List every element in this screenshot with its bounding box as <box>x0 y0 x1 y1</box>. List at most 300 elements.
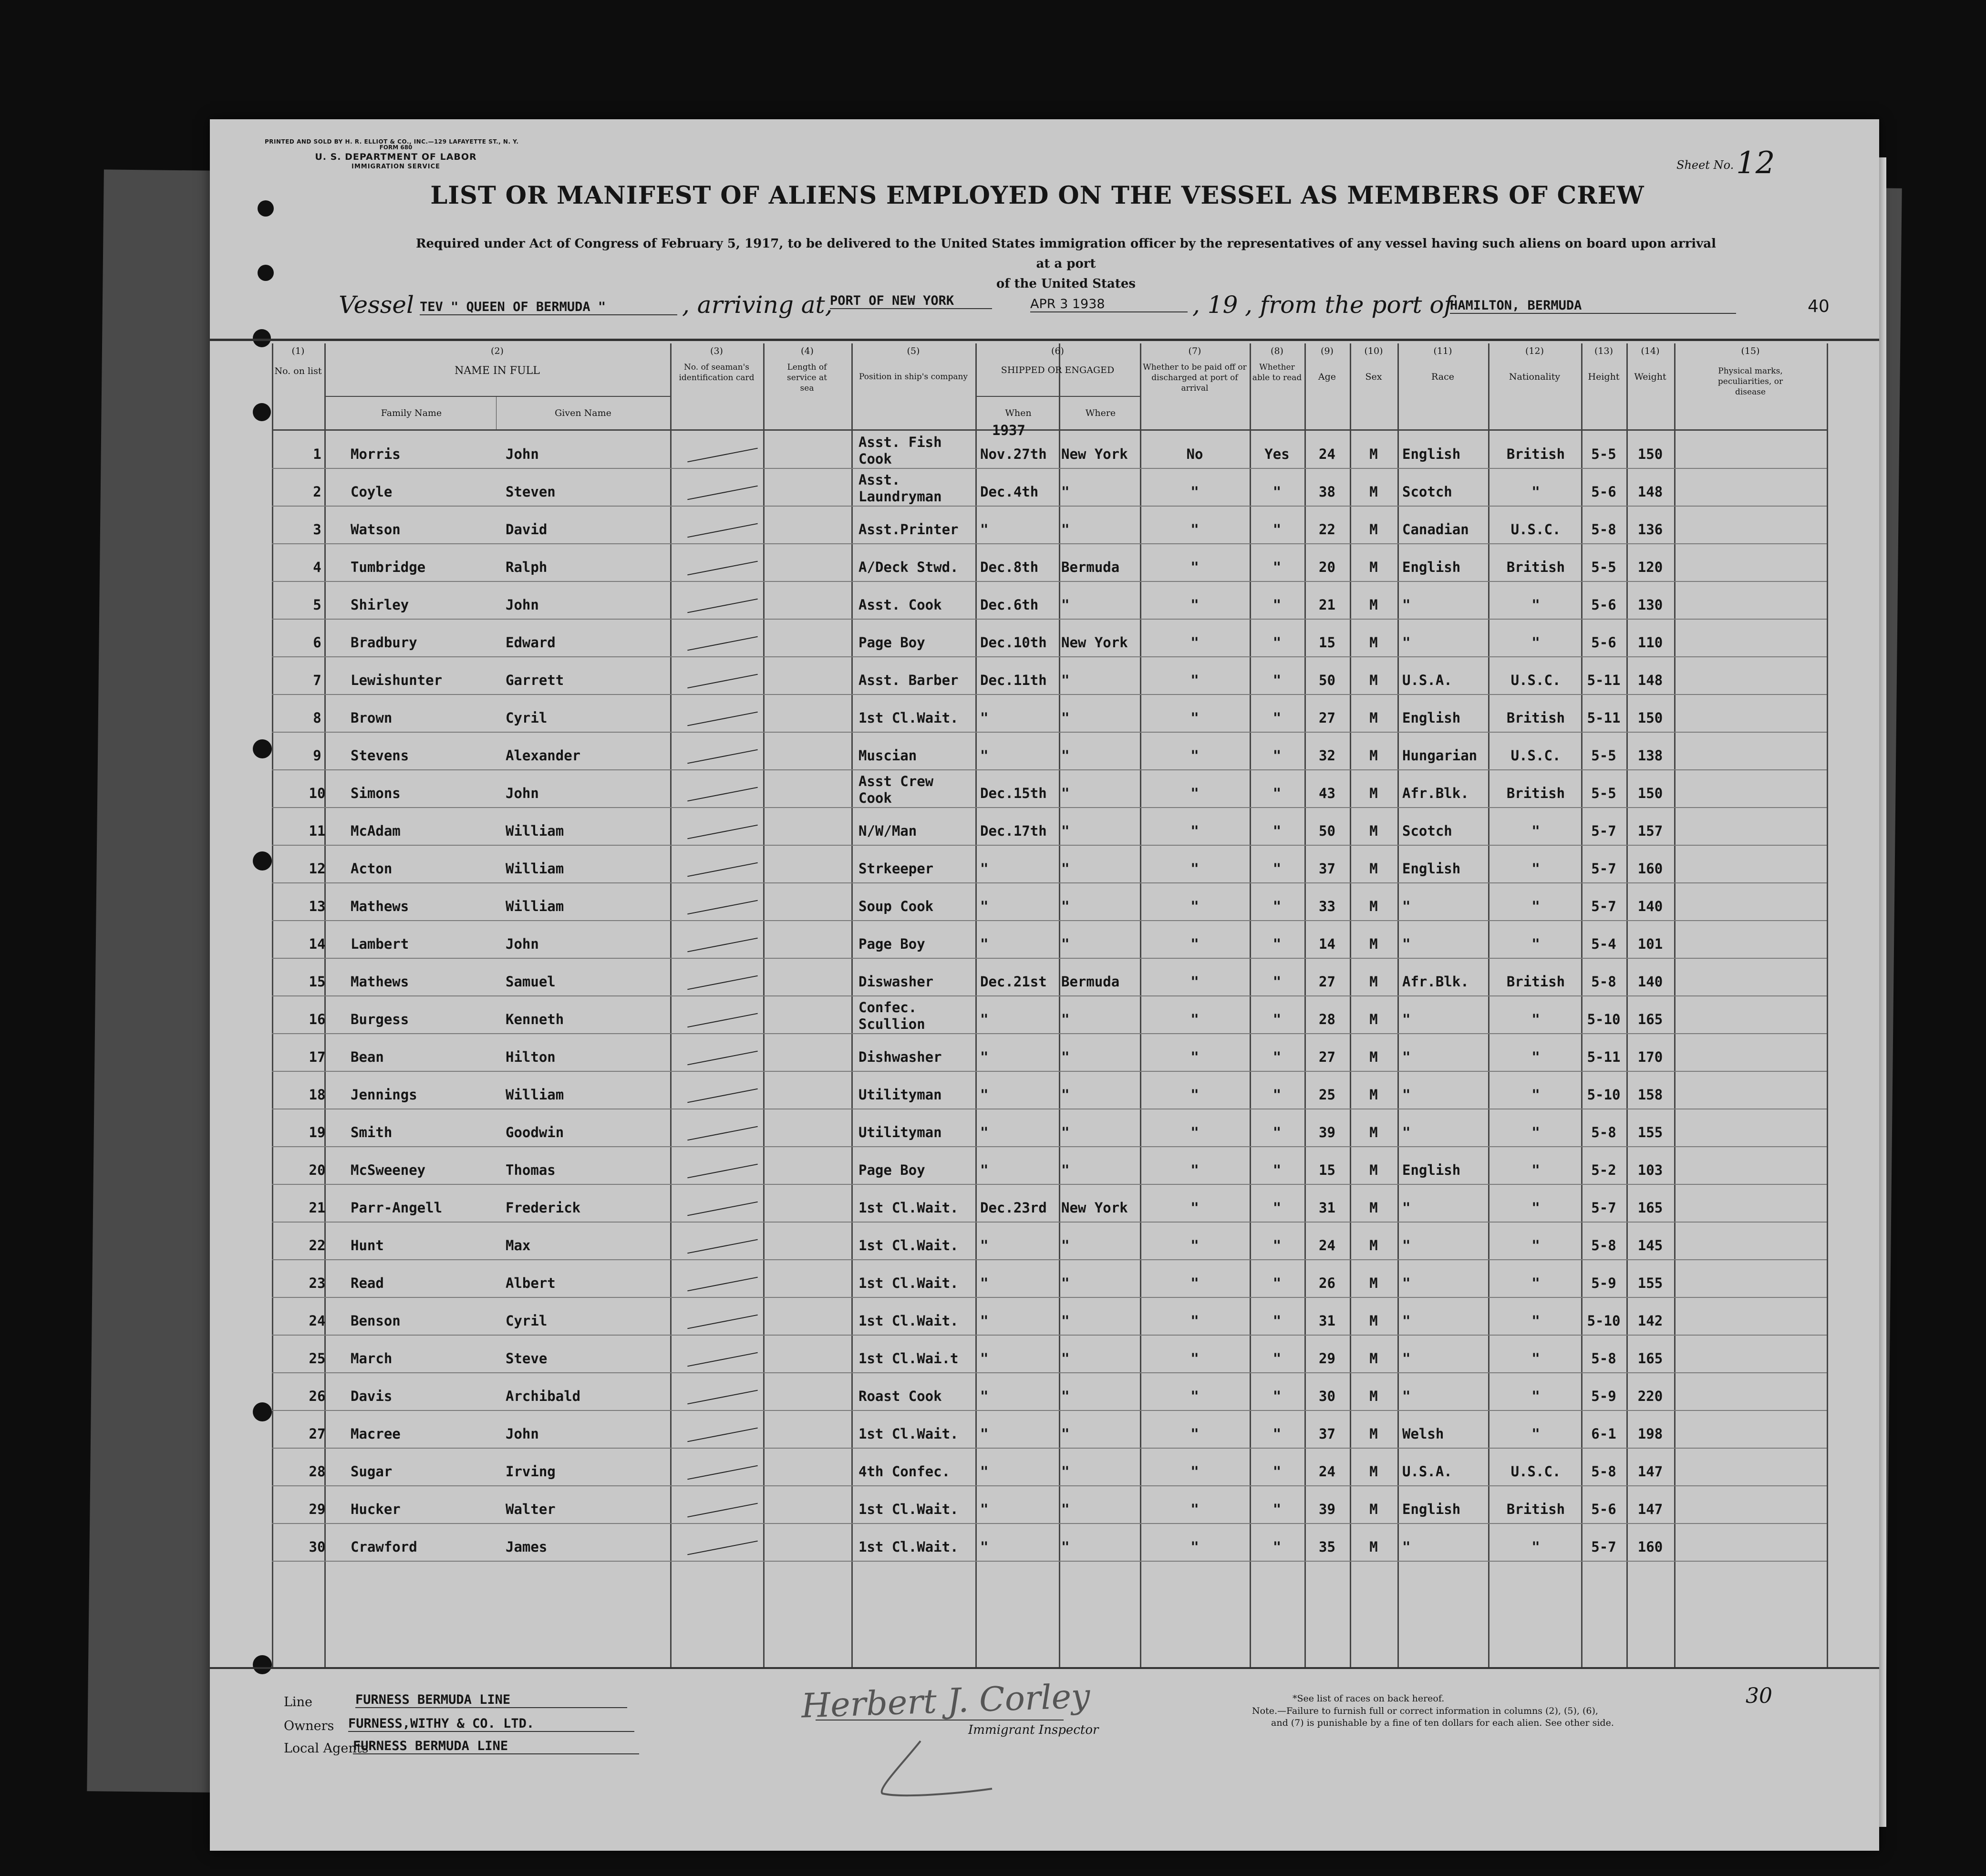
id-card-tick <box>687 1315 758 1329</box>
col-rule <box>975 343 977 1667</box>
cell-race: " <box>1402 1237 1411 1254</box>
when-header: When <box>1005 408 1032 418</box>
cell-weight: 160 <box>1637 860 1663 877</box>
cell-able-to-read: " <box>1272 1200 1282 1216</box>
col4-header: (4) Length of service at sea <box>787 346 827 393</box>
cell-shipped-where: New York <box>1061 634 1128 651</box>
col-rule <box>272 343 273 1667</box>
row-rule <box>272 920 1827 921</box>
cell-nationality: " <box>1531 1237 1540 1254</box>
cell-race: " <box>1402 1313 1411 1329</box>
cell-nationality: " <box>1531 1087 1540 1103</box>
cell-given-name: Cyril <box>506 1313 548 1329</box>
cell-race: English <box>1402 710 1461 726</box>
cell-shipped-where: " <box>1061 1275 1070 1291</box>
cell-able-to-read: " <box>1272 559 1282 575</box>
cell-weight: 198 <box>1637 1426 1663 1442</box>
cell-list-number: 14 <box>309 936 326 952</box>
cell-sex: M <box>1369 1011 1378 1027</box>
cell-age: 29 <box>1319 1350 1335 1367</box>
cell-list-number: 5 <box>313 597 321 613</box>
cell-sex: M <box>1369 1237 1378 1254</box>
cell-age: 43 <box>1319 785 1335 801</box>
cell-race: English <box>1402 1501 1461 1517</box>
cell-shipped-when: " <box>980 1501 989 1517</box>
cell-paid-off: " <box>1190 1011 1199 1027</box>
id-card-tick <box>687 448 758 463</box>
cell-family-name: Lewishunter <box>351 672 443 688</box>
col-rule <box>1397 343 1399 1667</box>
cell-position: A/Deck Stwd. <box>859 559 959 575</box>
cell-able-to-read: " <box>1272 597 1282 613</box>
cell-shipped-where: " <box>1061 1350 1070 1367</box>
cell-position: Confec. <box>859 999 917 1016</box>
cell-position: Roast Cook <box>859 1388 942 1404</box>
cell-race: " <box>1402 1388 1411 1404</box>
row-rule <box>272 1523 1827 1524</box>
cell-position: 4th Confec. <box>859 1463 951 1480</box>
cell-race: " <box>1402 634 1411 651</box>
cell-age: 33 <box>1319 898 1335 914</box>
cell-height: 5-10 <box>1587 1087 1621 1103</box>
row-rule <box>272 506 1827 507</box>
line-value: FURNESS BERMUDA LINE <box>355 1692 627 1708</box>
cell-able-to-read: " <box>1272 1313 1282 1329</box>
cell-age: 15 <box>1319 1162 1335 1178</box>
cell-shipped-where: Bermuda <box>1061 974 1120 990</box>
cell-age: 25 <box>1319 1087 1335 1103</box>
cell-shipped-where: " <box>1061 1237 1070 1254</box>
cell-age: 31 <box>1319 1313 1335 1329</box>
cell-nationality: " <box>1531 1011 1540 1027</box>
cell-weight: 136 <box>1637 521 1663 538</box>
col12-header: (12) Nationality <box>1509 346 1561 382</box>
row-rule <box>272 845 1827 846</box>
cell-able-to-read: " <box>1272 1237 1282 1254</box>
cell-family-name: Watson <box>351 521 401 538</box>
row-rule <box>272 1033 1827 1034</box>
cell-able-to-read: " <box>1272 1426 1282 1442</box>
cell-height: 5-8 <box>1591 1350 1616 1367</box>
cell-nationality: " <box>1531 1350 1540 1367</box>
row-rule <box>272 543 1827 544</box>
cell-paid-off: " <box>1190 710 1199 726</box>
cell-family-name: Lambert <box>351 936 409 952</box>
cell-family-name: McAdam <box>351 823 401 839</box>
cell-age: 24 <box>1319 446 1335 462</box>
cell-sex: M <box>1369 823 1378 839</box>
family-name-header: Family Name <box>381 408 442 418</box>
cell-race: English <box>1402 860 1461 877</box>
cell-race: Welsh <box>1402 1426 1444 1442</box>
cell-list-number: 13 <box>309 898 326 914</box>
cell-weight: 150 <box>1637 446 1663 462</box>
id-card-tick <box>687 900 758 915</box>
cell-paid-off: " <box>1190 785 1199 801</box>
where-header: Where <box>1085 408 1116 418</box>
cell-race: Afr.Blk. <box>1402 974 1469 990</box>
cell-sex: M <box>1369 1426 1378 1442</box>
cell-nationality: " <box>1531 1124 1540 1140</box>
cell-given-name: Garrett <box>506 672 564 688</box>
cell-able-to-read: " <box>1272 860 1282 877</box>
cell-weight: 160 <box>1637 1539 1663 1555</box>
cell-family-name: Benson <box>351 1313 401 1329</box>
cell-shipped-when: " <box>980 1049 989 1065</box>
cell-race: " <box>1402 1124 1411 1140</box>
cell-sex: M <box>1369 672 1378 688</box>
cell-given-name: Frederick <box>506 1200 581 1216</box>
cell-list-number: 24 <box>309 1313 326 1329</box>
cell-nationality: " <box>1531 1388 1540 1404</box>
cell-weight: 148 <box>1637 672 1663 688</box>
agents-label: Local Agents <box>284 1741 369 1756</box>
cell-list-number: 30 <box>309 1539 326 1555</box>
cell-able-to-read: " <box>1272 1501 1282 1517</box>
cell-given-name: Steve <box>506 1350 548 1367</box>
cell-sex: M <box>1369 1463 1378 1480</box>
cell-weight: 110 <box>1637 634 1663 651</box>
arriving-label: , arriving at, <box>682 291 833 319</box>
signature-rule <box>816 1720 1064 1721</box>
cell-nationality: British <box>1506 710 1565 726</box>
cell-given-name: Albert <box>506 1275 556 1291</box>
cell-paid-off: " <box>1190 1049 1199 1065</box>
cell-paid-off: " <box>1190 747 1199 764</box>
cell-sex: M <box>1369 1501 1378 1517</box>
cell-paid-off: " <box>1190 672 1199 688</box>
cell-shipped-when: " <box>980 898 989 914</box>
cell-family-name: Jennings <box>351 1087 417 1103</box>
cell-shipped-when: " <box>980 747 989 764</box>
cell-paid-off: " <box>1190 484 1199 500</box>
cell-height: 5-9 <box>1591 1275 1616 1291</box>
cell-position: 1st Cl.Wai.t <box>859 1350 959 1367</box>
cell-height: 5-7 <box>1591 823 1616 839</box>
cell-paid-off: " <box>1190 1237 1199 1254</box>
cell-shipped-where: " <box>1061 860 1070 877</box>
cell-able-to-read: " <box>1272 785 1282 801</box>
col9-header: (9) Age <box>1318 346 1336 382</box>
service-name: IMMIGRATION SERVICE <box>351 163 440 170</box>
cell-race: U.S.A. <box>1402 1463 1452 1480</box>
id-card-tick <box>687 862 758 877</box>
col7-header: (7) Whether to be paid off or discharged at port of arrival <box>1143 346 1247 393</box>
cell-nationality: British <box>1506 559 1565 575</box>
cell-sex: M <box>1369 898 1378 914</box>
id-card-tick <box>687 1390 758 1405</box>
cell-height: 5-5 <box>1591 559 1616 575</box>
id-card-tick <box>687 975 758 990</box>
cell-shipped-when: " <box>980 1275 989 1291</box>
id-card-tick <box>687 1352 758 1367</box>
cell-sex: M <box>1369 785 1378 801</box>
col10-header: (10) Sex <box>1364 346 1383 382</box>
cell-given-name: John <box>506 936 539 952</box>
cell-paid-off: " <box>1190 1200 1199 1216</box>
cell-nationality: " <box>1531 1426 1540 1442</box>
row-rule <box>272 1485 1827 1486</box>
row-rule <box>272 656 1827 657</box>
row-rule <box>272 958 1827 959</box>
cell-paid-off: " <box>1190 898 1199 914</box>
cell-shipped-where: " <box>1061 1501 1070 1517</box>
cell-family-name: Read <box>351 1275 384 1291</box>
cell-list-number: 29 <box>309 1501 326 1517</box>
cell-nationality: " <box>1531 634 1540 651</box>
year-label: , 19 <box>1192 291 1238 319</box>
id-card-tick <box>687 1088 758 1103</box>
cell-sex: M <box>1369 634 1378 651</box>
cell-family-name: Mathews <box>351 898 409 914</box>
col-rule <box>670 343 672 1667</box>
inspector-signature: Herbert J. Corley <box>800 1676 1091 1726</box>
cell-shipped-when: Dec.4th <box>980 484 1039 500</box>
cell-shipped-where: New York <box>1061 446 1128 462</box>
cell-able-to-read: " <box>1272 1162 1282 1178</box>
id-card-tick <box>687 1051 758 1066</box>
cell-able-to-read: " <box>1272 823 1282 839</box>
cell-race: " <box>1402 597 1411 613</box>
vessel-name: TEV " QUEEN OF BERMUDA " <box>420 300 677 315</box>
cell-position: Asst.Printer <box>859 521 959 538</box>
cell-family-name: Mathews <box>351 974 409 990</box>
cell-shipped-where: " <box>1061 785 1070 801</box>
cell-given-name: Samuel <box>506 974 556 990</box>
cell-nationality: " <box>1531 597 1540 613</box>
cell-height: 5-6 <box>1591 1501 1616 1517</box>
cell-race: " <box>1402 898 1411 914</box>
cell-paid-off: " <box>1190 597 1199 613</box>
id-card-tick <box>687 1465 758 1480</box>
cell-sex: M <box>1369 1275 1378 1291</box>
cell-paid-off: " <box>1190 936 1199 952</box>
cell-age: 50 <box>1319 823 1335 839</box>
cell-shipped-when: " <box>980 860 989 877</box>
cell-family-name: Burgess <box>351 1011 409 1027</box>
cell-age: 37 <box>1319 1426 1335 1442</box>
vessel-label: Vessel <box>339 291 414 319</box>
cell-age: 24 <box>1319 1237 1335 1254</box>
col5-header: (5) Position in ship's company <box>859 346 968 382</box>
cell-sex: M <box>1369 484 1378 500</box>
cell-family-name: Brown <box>351 710 393 726</box>
cell-able-to-read: " <box>1272 1350 1282 1367</box>
id-card-tick <box>687 486 758 500</box>
cell-family-name: Acton <box>351 860 393 877</box>
cell-shipped-where: " <box>1061 1162 1070 1178</box>
punch-hole <box>253 1655 272 1674</box>
cell-sex: M <box>1369 1539 1378 1555</box>
cell-weight: 165 <box>1637 1350 1663 1367</box>
arrival-date: APR 3 1938 <box>1030 297 1188 312</box>
row-rule <box>272 619 1827 620</box>
row-rule <box>272 769 1827 770</box>
col15-header: (15) Physical marks, peculiarities, or disease <box>1717 346 1783 397</box>
cell-weight: 101 <box>1637 936 1663 952</box>
cell-paid-off: " <box>1190 634 1199 651</box>
cell-position: 1st Cl.Wait. <box>859 1539 959 1555</box>
cell-nationality: " <box>1531 823 1540 839</box>
cell-list-number: 8 <box>313 710 321 726</box>
cell-age: 28 <box>1319 1011 1335 1027</box>
cell-weight: 103 <box>1637 1162 1663 1178</box>
cell-family-name: Parr-Angell <box>351 1200 443 1216</box>
cell-able-to-read: " <box>1272 1049 1282 1065</box>
cell-shipped-when: " <box>980 936 989 952</box>
cell-age: 26 <box>1319 1275 1335 1291</box>
col-rule <box>1304 343 1306 1667</box>
cell-nationality: " <box>1531 1539 1540 1555</box>
cell-paid-off: " <box>1190 860 1199 877</box>
cell-height: 5-5 <box>1591 446 1616 462</box>
cell-shipped-when: " <box>980 1162 989 1178</box>
cell-paid-off: " <box>1190 974 1199 990</box>
cell-nationality: U.S.C. <box>1510 1463 1561 1480</box>
row-rule <box>272 1297 1827 1298</box>
cell-family-name: Simons <box>351 785 401 801</box>
cell-shipped-where: " <box>1061 1426 1070 1442</box>
id-card-tick <box>687 825 758 840</box>
cell-given-name: William <box>506 1087 564 1103</box>
cell-weight: 148 <box>1637 484 1663 500</box>
cell-able-to-read: " <box>1272 672 1282 688</box>
cell-paid-off: " <box>1190 1124 1199 1140</box>
row-rule <box>272 468 1827 469</box>
cell-position: Asst. Barber <box>859 672 959 688</box>
cell-sex: M <box>1369 1200 1378 1216</box>
cell-paid-off: " <box>1190 559 1199 575</box>
cell-family-name: March <box>351 1350 393 1367</box>
col8-header: (8) Whether able to read <box>1252 346 1302 383</box>
cell-race: " <box>1402 1350 1411 1367</box>
races-note: *See list of races on back hereof. <box>1293 1693 1445 1704</box>
cell-sex: M <box>1369 559 1378 575</box>
cell-height: 5-8 <box>1591 1124 1616 1140</box>
cell-able-to-read: " <box>1272 1539 1282 1555</box>
cell-race: " <box>1402 1539 1411 1555</box>
cell-list-number: 27 <box>309 1426 326 1442</box>
cell-paid-off: " <box>1190 1426 1199 1442</box>
cell-sex: M <box>1369 1350 1378 1367</box>
cell-nationality: " <box>1531 484 1540 500</box>
from-port-label: , from the port of <box>1245 291 1453 319</box>
cell-position: Diswasher <box>859 974 934 990</box>
cell-able-to-read: " <box>1272 1275 1282 1291</box>
inspector-label: Immigrant Inspector <box>968 1723 1099 1737</box>
col-rule <box>851 343 853 1667</box>
col13-header: (13) Height <box>1588 346 1620 382</box>
cell-given-name: John <box>506 785 539 801</box>
cell-able-to-read: " <box>1272 1388 1282 1404</box>
cell-nationality: " <box>1531 1275 1540 1291</box>
cell-able-to-read: Yes <box>1264 446 1290 462</box>
col-rule <box>1250 343 1251 1667</box>
cell-list-number: 28 <box>309 1463 326 1480</box>
cell-shipped-where: " <box>1061 1313 1070 1329</box>
departure-port: HAMILTON, BERMUDA <box>1450 298 1736 314</box>
cell-height: 5-10 <box>1587 1011 1621 1027</box>
cell-height: 5-8 <box>1591 1463 1616 1480</box>
cell-given-name: Kenneth <box>506 1011 564 1027</box>
cell-nationality: U.S.C. <box>1510 521 1561 538</box>
cell-position: 1st Cl.Wait. <box>859 1426 959 1442</box>
cell-nationality: " <box>1531 898 1540 914</box>
cell-shipped-where: " <box>1061 1463 1070 1480</box>
cell-given-name: William <box>506 860 564 877</box>
id-card-tick <box>687 749 758 764</box>
cell-list-number: 15 <box>309 974 326 990</box>
id-card-tick <box>687 1541 758 1555</box>
cell-sex: M <box>1369 446 1378 462</box>
cell-nationality: U.S.C. <box>1510 672 1561 688</box>
cell-shipped-when: Nov.27th <box>980 446 1047 462</box>
cell-age: 24 <box>1319 1463 1335 1480</box>
cell-shipped-when: " <box>980 1426 989 1442</box>
cell-shipped-where: " <box>1061 710 1070 726</box>
cell-sex: M <box>1369 1049 1378 1065</box>
cell-weight: 155 <box>1637 1124 1663 1140</box>
printer-line: PRINTED AND SOLD BY H. R. ELLIOT & CO., INC.—129 LAFAYETTE ST., N. Y. <box>265 138 519 145</box>
cell-weight: 157 <box>1637 823 1663 839</box>
cell-position: N/W/Man <box>859 823 917 839</box>
cell-shipped-where: " <box>1061 898 1070 914</box>
cell-list-number: 20 <box>309 1162 326 1178</box>
row-rule <box>272 1259 1827 1260</box>
cell-list-number: 21 <box>309 1200 326 1216</box>
cell-paid-off: " <box>1190 1275 1199 1291</box>
col-rule <box>1350 343 1351 1667</box>
id-card-tick <box>687 1428 758 1442</box>
given-name-header: Given Name <box>555 408 611 418</box>
cell-family-name: Hucker <box>351 1501 401 1517</box>
cell-family-name: Macree <box>351 1426 401 1442</box>
cell-given-name: John <box>506 1426 539 1442</box>
col-rule <box>1140 343 1141 1667</box>
col-rule <box>1626 343 1628 1667</box>
cell-shipped-when: Dec.6th <box>980 597 1039 613</box>
cell-able-to-read: " <box>1272 974 1282 990</box>
cell-list-number: 23 <box>309 1275 326 1291</box>
cell-list-number: 18 <box>309 1087 326 1103</box>
cell-paid-off: " <box>1190 1313 1199 1329</box>
cell-nationality: British <box>1506 1501 1565 1517</box>
cell-age: 39 <box>1319 1124 1335 1140</box>
cell-list-number: 11 <box>309 823 326 839</box>
cell-weight: 140 <box>1637 974 1663 990</box>
department-name: U. S. DEPARTMENT OF LABOR <box>315 152 477 162</box>
punch-hole <box>253 739 272 758</box>
col6-header: (6) SHIPPED OR ENGAGED <box>1001 346 1115 375</box>
cell-race: U.S.A. <box>1402 672 1452 688</box>
cell-given-name: William <box>506 823 564 839</box>
cell-weight: 147 <box>1637 1501 1663 1517</box>
cell-list-number: 25 <box>309 1350 326 1367</box>
cell-age: 27 <box>1319 1049 1335 1065</box>
cell-list-number: 6 <box>313 634 321 651</box>
line-label: Line <box>284 1695 312 1710</box>
punch-hole <box>253 1402 272 1421</box>
cell-shipped-where: " <box>1061 484 1070 500</box>
cell-height: 5-11 <box>1587 1049 1621 1065</box>
cell-position: 1st Cl.Wait. <box>859 710 959 726</box>
cell-list-number: 19 <box>309 1124 326 1140</box>
cell-list-number: 4 <box>313 559 321 575</box>
cell-family-name: Bradbury <box>351 634 417 651</box>
punch-hole <box>258 265 274 281</box>
row-rule <box>272 1561 1827 1562</box>
cell-family-name: Hunt <box>351 1237 384 1254</box>
